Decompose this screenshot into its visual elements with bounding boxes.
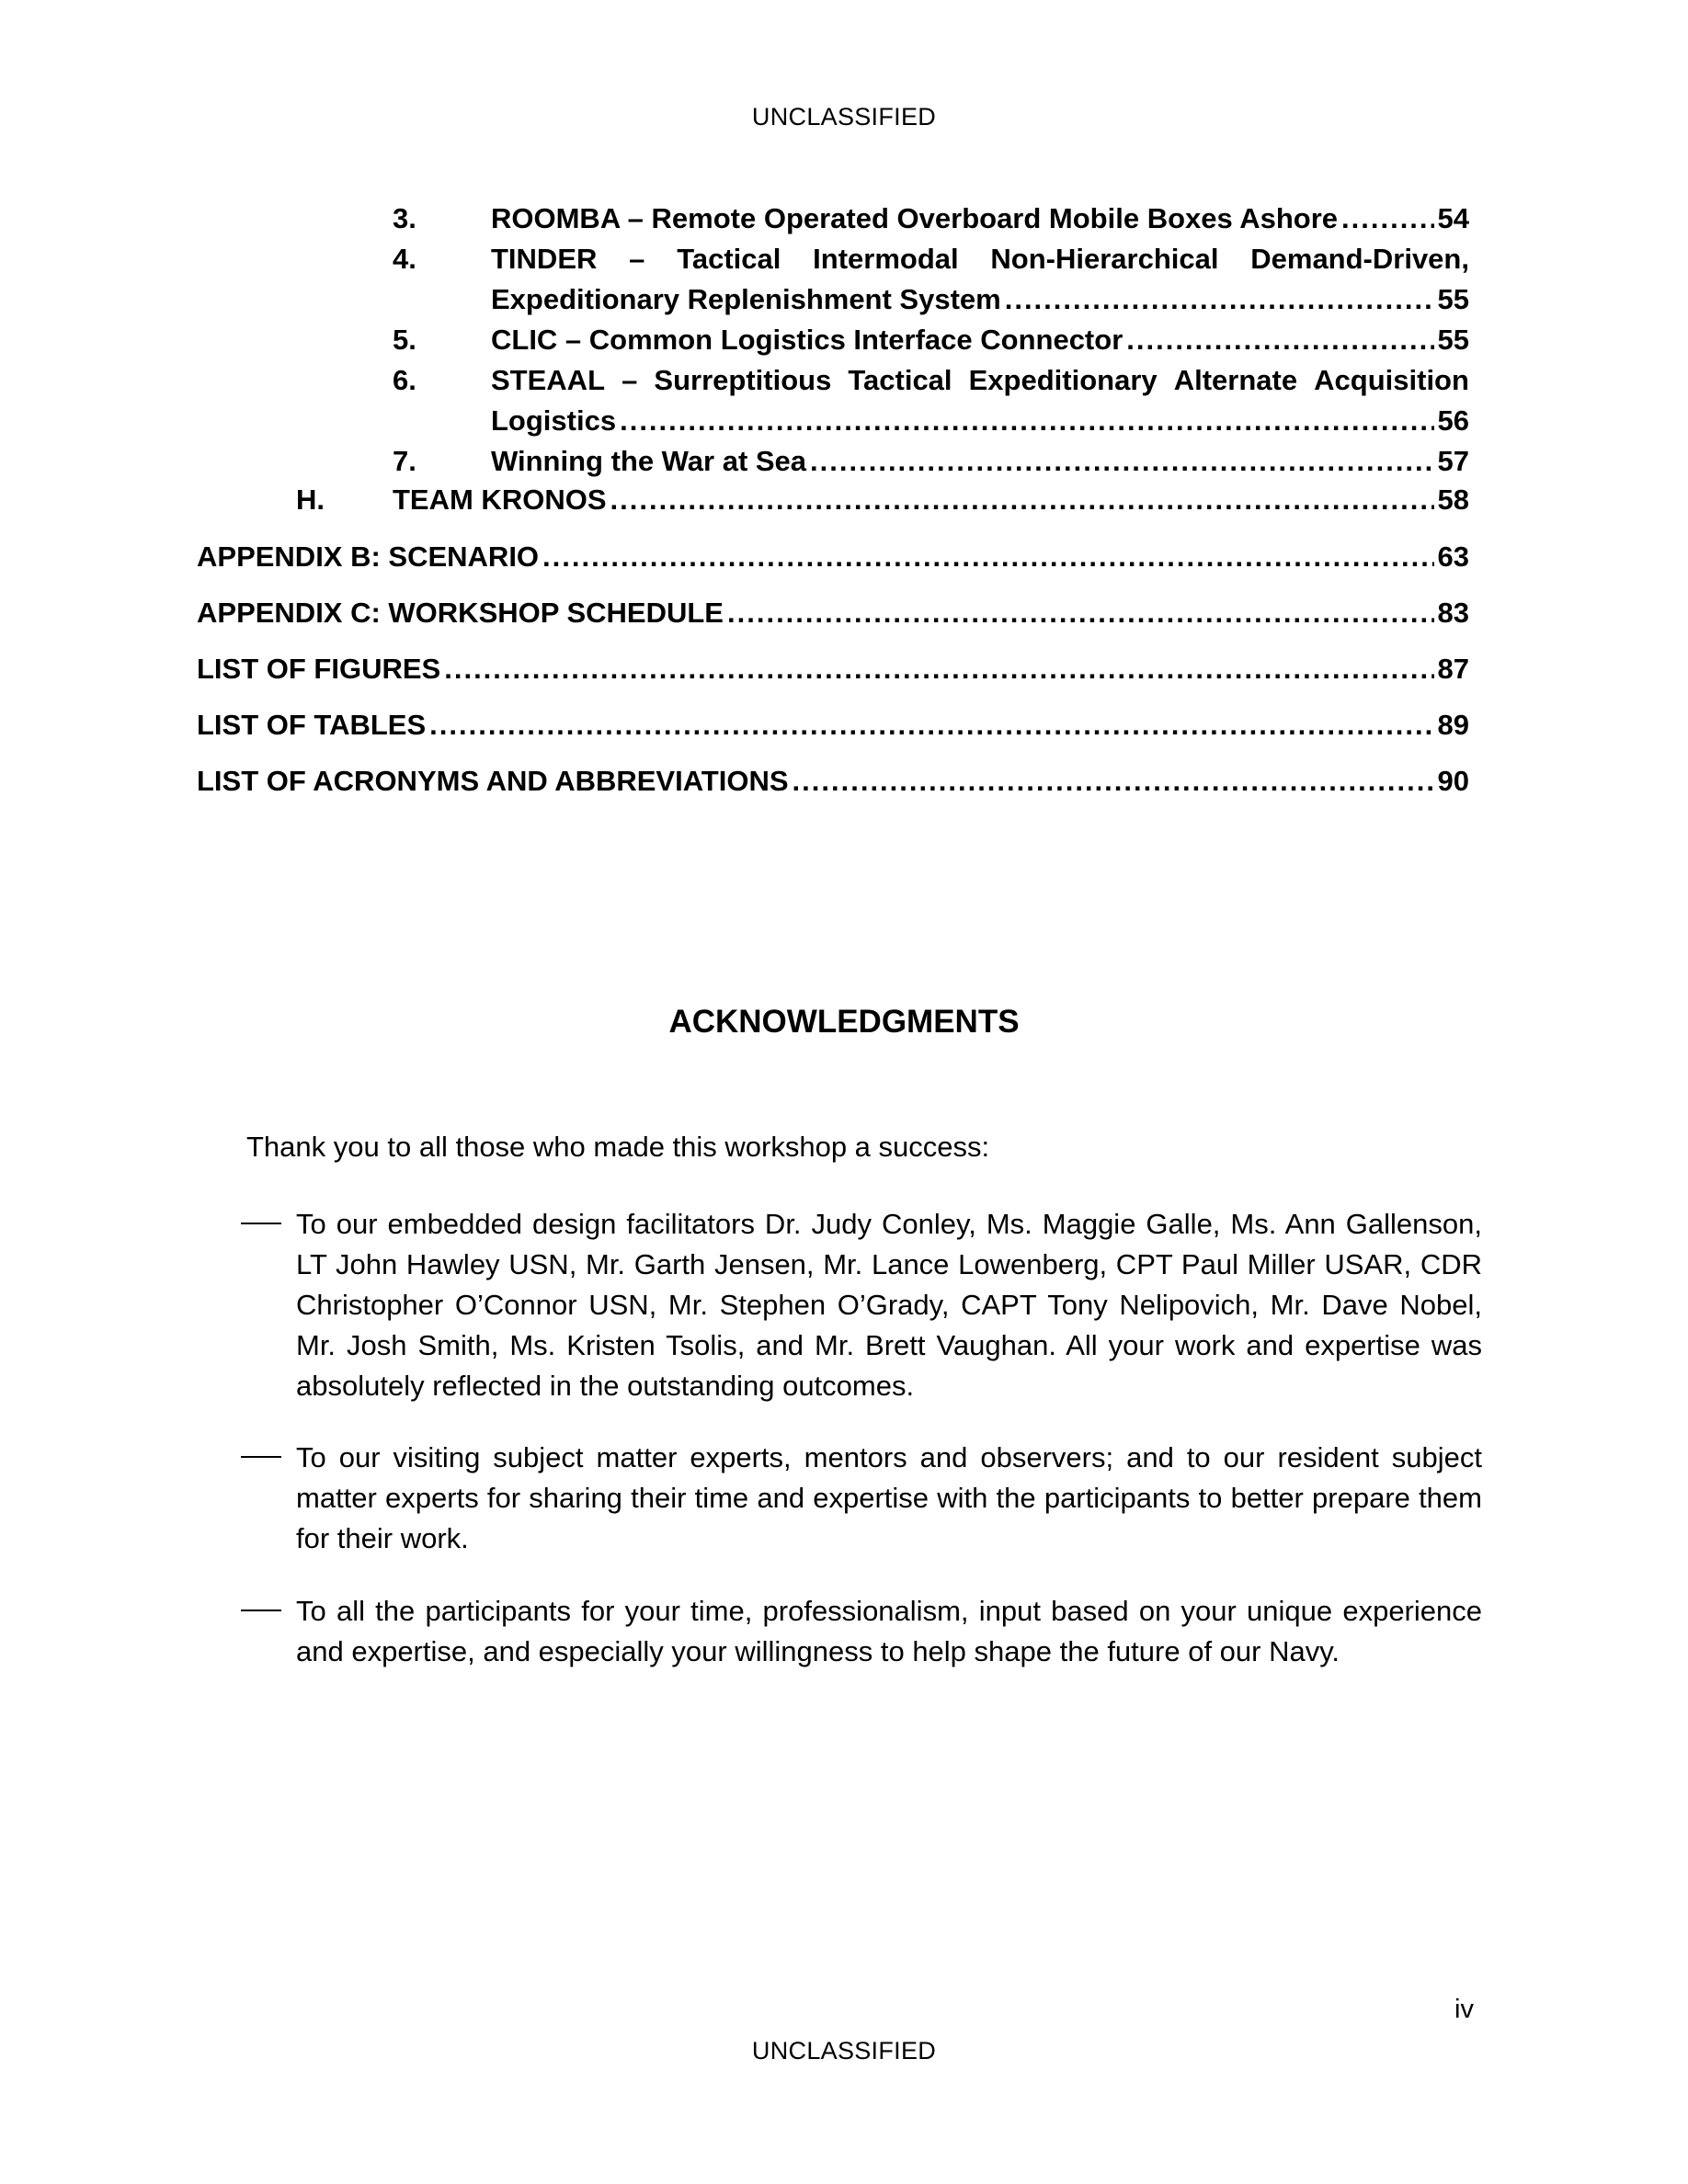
toc-entry[interactable] bbox=[491, 441, 1469, 482]
toc-entry[interactable] bbox=[197, 705, 1469, 745]
toc-entry[interactable] bbox=[197, 649, 1469, 689]
toc-page-number: 54 bbox=[1437, 202, 1469, 234]
toc-entry[interactable] bbox=[491, 199, 1469, 239]
toc-entry-title-line bbox=[491, 239, 1469, 279]
toc-number: 7. bbox=[393, 445, 416, 477]
toc-title: LIST OF FIGURES bbox=[197, 653, 441, 685]
toc-word: – bbox=[629, 243, 645, 275]
classification-header: UNCLASSIFIED bbox=[751, 103, 937, 131]
toc-entry[interactable] bbox=[197, 537, 1469, 577]
toc-leader bbox=[1005, 279, 1434, 320]
toc-page-number: 56 bbox=[1437, 404, 1469, 437]
toc-entry[interactable] bbox=[491, 401, 1469, 441]
toc-word: Acquisition bbox=[1314, 364, 1469, 396]
toc-word: Tactical bbox=[677, 243, 781, 275]
toc-leader bbox=[444, 649, 1433, 689]
acknowledgments-intro: Thank you to all those who made this workshop a success: bbox=[246, 1131, 990, 1163]
toc-word: Non-Hierarchical bbox=[990, 243, 1219, 275]
toc-entry[interactable] bbox=[491, 320, 1469, 360]
toc-leader bbox=[610, 480, 1434, 520]
toc-word: Demand-Driven, bbox=[1250, 243, 1469, 275]
toc-page-number: 90 bbox=[1437, 765, 1469, 797]
toc-word: Intermodal bbox=[813, 243, 959, 275]
toc-leader bbox=[1126, 320, 1433, 360]
toc-entry-title-line bbox=[491, 360, 1469, 401]
toc-leader bbox=[727, 593, 1434, 633]
toc-leader bbox=[810, 441, 1433, 482]
toc-leader bbox=[1341, 199, 1434, 239]
toc-word: Expeditionary bbox=[968, 364, 1158, 396]
toc-number: H. bbox=[296, 483, 325, 516]
toc-number: 3. bbox=[393, 202, 416, 234]
acknowledgment-bullet bbox=[241, 1438, 1482, 1559]
toc-word: STEAAL bbox=[491, 364, 605, 396]
toc-word: – bbox=[622, 364, 638, 396]
toc-title: Logistics bbox=[491, 404, 617, 437]
toc-page-number: 58 bbox=[1437, 483, 1469, 516]
toc-page-number: 55 bbox=[1437, 283, 1469, 315]
toc-entry[interactable] bbox=[393, 480, 1469, 520]
toc-number: 6. bbox=[393, 364, 416, 396]
toc-page-number: 89 bbox=[1437, 709, 1469, 741]
toc-word: TINDER bbox=[491, 243, 598, 275]
toc-word: Surreptitious bbox=[654, 364, 832, 396]
toc-title: Expeditionary Replenishment System bbox=[491, 283, 1001, 315]
dash-bullet-icon bbox=[241, 1223, 281, 1224]
toc-page-number: 87 bbox=[1437, 653, 1469, 685]
dash-bullet-icon bbox=[241, 1456, 281, 1458]
classification-footer: UNCLASSIFIED bbox=[751, 2037, 937, 2065]
acknowledgment-bullet bbox=[241, 1591, 1482, 1672]
toc-entry[interactable] bbox=[197, 593, 1469, 633]
toc-leader bbox=[542, 537, 1433, 577]
page-number: iv bbox=[1454, 1995, 1474, 2024]
dash-bullet-icon bbox=[241, 1610, 281, 1611]
toc-title: LIST OF TABLES bbox=[197, 709, 427, 741]
toc-title: Winning the War at Sea bbox=[491, 445, 807, 477]
bullet-text: To all the participants for your time, professionalism, input based on your unique experience and expertise, and especially your willingness to help shape the future of our Navy. bbox=[296, 1595, 1482, 1667]
toc-page-number: 55 bbox=[1437, 324, 1469, 356]
toc-leader bbox=[620, 401, 1433, 441]
acknowledgments-heading: ACKNOWLEDGMENTS bbox=[668, 1004, 1020, 1040]
toc-entry[interactable] bbox=[491, 279, 1469, 320]
toc-entry[interactable] bbox=[197, 761, 1469, 802]
toc-title: TEAM KRONOS bbox=[393, 483, 607, 516]
toc-leader bbox=[793, 761, 1434, 802]
toc-title: APPENDIX C: WORKSHOP SCHEDULE bbox=[197, 597, 724, 629]
toc-title: CLIC – Common Logistics Interface Connector bbox=[491, 324, 1123, 356]
toc-page-number: 83 bbox=[1437, 597, 1469, 629]
bullet-text: To our visiting subject matter experts, mentors and observers; and to our resident subject matter experts for sharing their time and expertise with the participants to better prepare them for their work. bbox=[296, 1441, 1482, 1554]
toc-title: APPENDIX B: SCENARIO bbox=[197, 540, 540, 573]
bullet-text: To our embedded design facilitators Dr. Judy Conley, Ms. Maggie Galle, Ms. Ann Gallenson, LT John Hawley USN, Mr. Garth Jensen, Mr. Lance Lowenberg, CPT Paul Miller USAR, CDR Christopher O’Connor USN, Mr. Stephen O’Grady, CAPT Tony Nelipovich, Mr. Dave Nobel, Mr. Josh Smith, Ms. Kristen Tsolis, and Mr. Brett Vaughan. All your work and expertise was absolutely reflected in the outstanding outcomes. bbox=[296, 1208, 1482, 1402]
acknowledgment-bullet bbox=[241, 1204, 1482, 1406]
toc-title: ROOMBA – Remote Operated Overboard Mobile Boxes Ashore bbox=[491, 202, 1339, 234]
toc-page-number: 57 bbox=[1437, 445, 1469, 477]
toc-number: 4. bbox=[393, 243, 416, 275]
toc-number: 5. bbox=[393, 324, 416, 356]
toc-leader bbox=[429, 705, 1433, 745]
toc-title: LIST OF ACRONYMS AND ABBREVIATIONS bbox=[197, 765, 789, 797]
toc-page-number: 63 bbox=[1437, 540, 1469, 573]
toc-word: Alternate bbox=[1173, 364, 1298, 396]
toc-word: Tactical bbox=[848, 364, 952, 396]
